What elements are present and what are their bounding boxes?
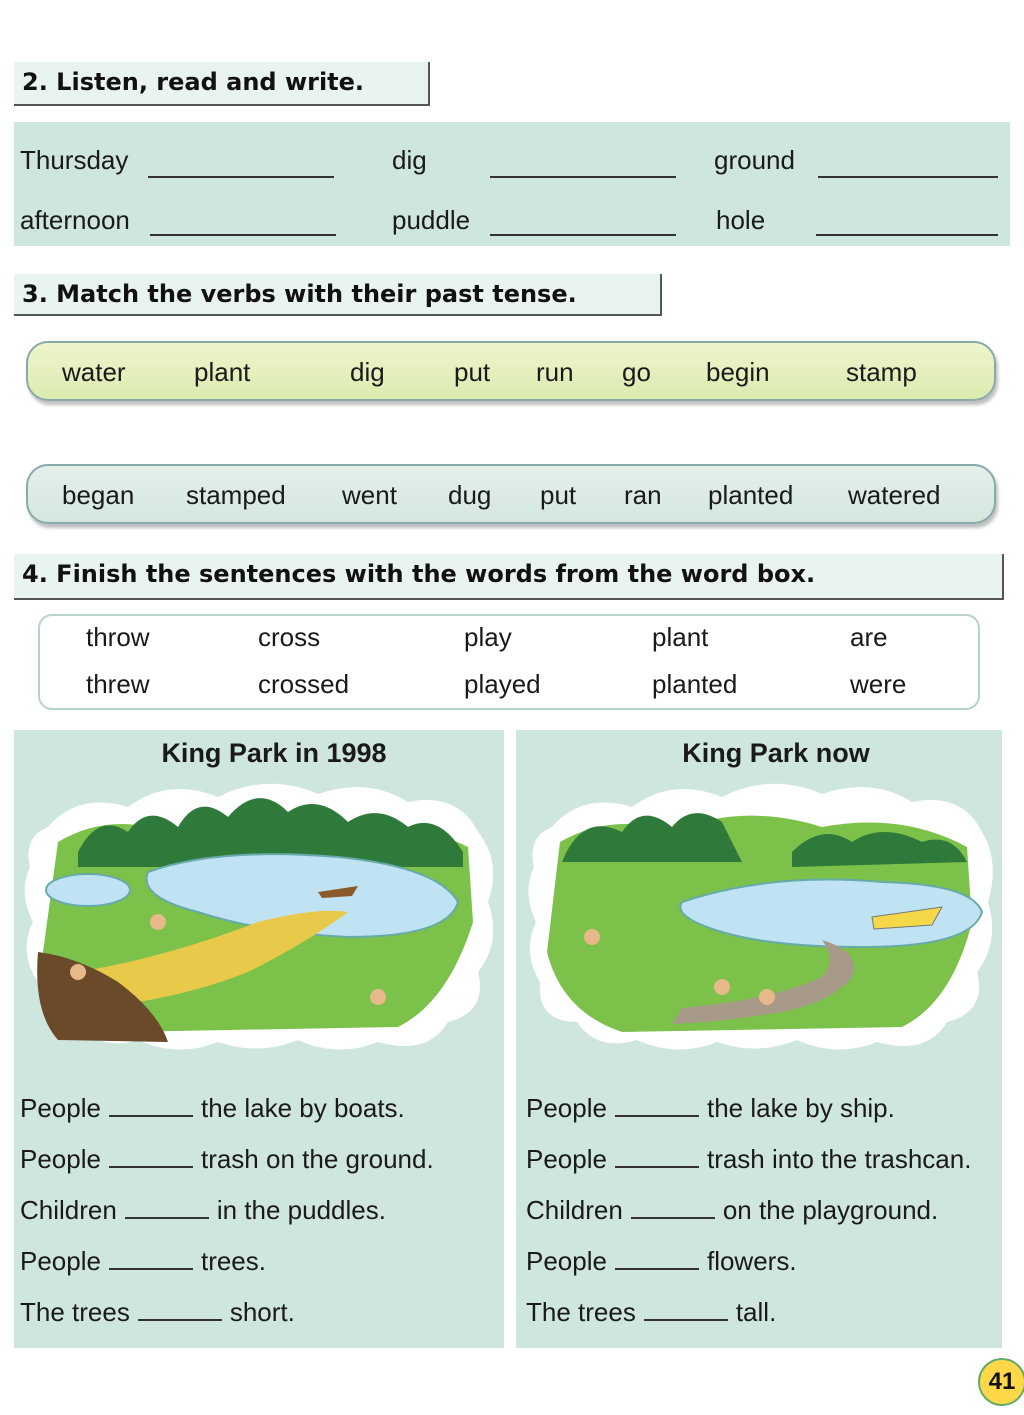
- word-ground: ground: [714, 145, 795, 175]
- right-sentence-1: [526, 1093, 895, 1124]
- left-sentence-5-blank[interactable]: [138, 1319, 222, 1321]
- verb-plant[interactable]: plant: [194, 357, 251, 387]
- page-number: 41: [978, 1358, 1024, 1406]
- left-sentence-2-blank[interactable]: [109, 1166, 193, 1168]
- left-sentence-5-start: The trees: [20, 1297, 130, 1327]
- left-sentence-2-end: trash on the ground.: [200, 1144, 434, 1174]
- left-sentence-5: [20, 1297, 295, 1328]
- wordbox-planted: planted: [652, 669, 738, 699]
- left-sentence-4-end: trees.: [200, 1246, 266, 1276]
- left-sentence-5-end: short.: [229, 1297, 295, 1327]
- word-afternoon: afternoon: [20, 205, 130, 235]
- right-sentence-2-blank[interactable]: [615, 1166, 699, 1168]
- blank-ground[interactable]: [818, 176, 998, 178]
- verb-stamp[interactable]: stamp: [846, 357, 917, 387]
- word-hole: hole: [716, 205, 766, 235]
- left-park-title: King Park in 1998: [161, 738, 387, 768]
- wordbox-were: were: [850, 669, 907, 699]
- left-sentence-3-start: Children: [20, 1195, 117, 1225]
- left-sentence-3-end: in the puddles.: [216, 1195, 386, 1225]
- right-sentence-5-blank[interactable]: [644, 1319, 728, 1321]
- section-4-heading: 4. Finish the sentences with the words from the word box.: [14, 554, 1004, 600]
- right-sentence-4-end: flowers.: [706, 1246, 797, 1276]
- right-sentence-2-start: People: [526, 1144, 607, 1174]
- word-puddle: puddle: [392, 205, 471, 235]
- left-sentence-3-blank[interactable]: [125, 1217, 209, 1219]
- past-began[interactable]: began: [62, 480, 135, 510]
- right-sentence-4-blank[interactable]: [615, 1268, 699, 1270]
- past-dug[interactable]: dug: [448, 480, 492, 510]
- wordbox-are: are: [850, 622, 888, 652]
- wordbox-crossed: crossed: [258, 669, 350, 699]
- right-sentence-1-end: the lake by ship.: [706, 1093, 895, 1123]
- verb-run[interactable]: run: [536, 357, 574, 387]
- blank-hole[interactable]: [816, 234, 998, 236]
- verb-dig[interactable]: dig: [350, 357, 385, 387]
- left-sentence-1-end: the lake by boats.: [200, 1093, 405, 1123]
- king-park-1998-illustration: [18, 772, 502, 1058]
- right-sentence-5-start: The trees: [526, 1297, 636, 1327]
- section-2-heading: 2. Listen, read and write.: [14, 62, 430, 106]
- blank-puddle[interactable]: [490, 234, 676, 236]
- left-sentence-2-start: People: [20, 1144, 101, 1174]
- left-sentence-1-blank[interactable]: [109, 1115, 193, 1117]
- section-2-panel: [14, 122, 1010, 246]
- right-park-title: King Park now: [682, 738, 870, 768]
- past-watered[interactable]: watered: [848, 480, 941, 510]
- right-sentence-2-end: trash into the trashcan.: [706, 1144, 972, 1174]
- past-planted[interactable]: planted: [708, 480, 794, 510]
- left-sentence-4-blank[interactable]: [109, 1268, 193, 1270]
- left-sentence-1: [20, 1093, 405, 1124]
- right-sentence-5-end: tall.: [735, 1297, 777, 1327]
- right-sentence-3-blank[interactable]: [631, 1217, 715, 1219]
- right-sentence-4-start: People: [526, 1246, 607, 1276]
- right-sentence-2: [526, 1144, 971, 1175]
- wordbox-threw: threw: [86, 669, 150, 699]
- left-sentence-1-start: People: [20, 1093, 101, 1123]
- past-tense-pill: [26, 464, 996, 524]
- right-sentence-5: [526, 1297, 776, 1328]
- king-park-now-illustration: [522, 772, 1000, 1058]
- past-ran[interactable]: ran: [624, 480, 662, 510]
- verb-water[interactable]: water: [62, 357, 126, 387]
- left-sentence-4-start: People: [20, 1246, 101, 1276]
- right-sentence-3-end: on the playground.: [722, 1195, 939, 1225]
- blank-dig[interactable]: [490, 176, 676, 178]
- right-sentence-1-start: People: [526, 1093, 607, 1123]
- left-sentence-2: [20, 1144, 434, 1175]
- blank-afternoon[interactable]: [150, 234, 336, 236]
- section-3-heading: 3. Match the verbs with their past tense.: [14, 274, 662, 316]
- left-sentence-4: [20, 1246, 266, 1277]
- blank-thursday[interactable]: [148, 176, 334, 178]
- wordbox-throw: throw: [86, 622, 150, 652]
- right-sentence-3-start: Children: [526, 1195, 623, 1225]
- verb-begin[interactable]: begin: [706, 357, 770, 387]
- past-put[interactable]: put: [540, 480, 577, 510]
- past-stamped[interactable]: stamped: [186, 480, 286, 510]
- right-sentence-3: [526, 1195, 938, 1226]
- verbs-pill: [26, 341, 996, 401]
- left-sentence-3: [20, 1195, 386, 1226]
- past-went[interactable]: went: [342, 480, 397, 510]
- wordbox-plant: plant: [652, 622, 709, 652]
- wordbox-play: play: [464, 622, 512, 652]
- word-dig: dig: [392, 145, 427, 175]
- right-sentence-4: [526, 1246, 797, 1277]
- wordbox-cross: cross: [258, 622, 321, 652]
- wordbox-played: played: [464, 669, 541, 699]
- verb-go[interactable]: go: [622, 357, 651, 387]
- word-thursday: Thursday: [20, 145, 129, 175]
- right-sentence-1-blank[interactable]: [615, 1115, 699, 1117]
- verb-put[interactable]: put: [454, 357, 491, 387]
